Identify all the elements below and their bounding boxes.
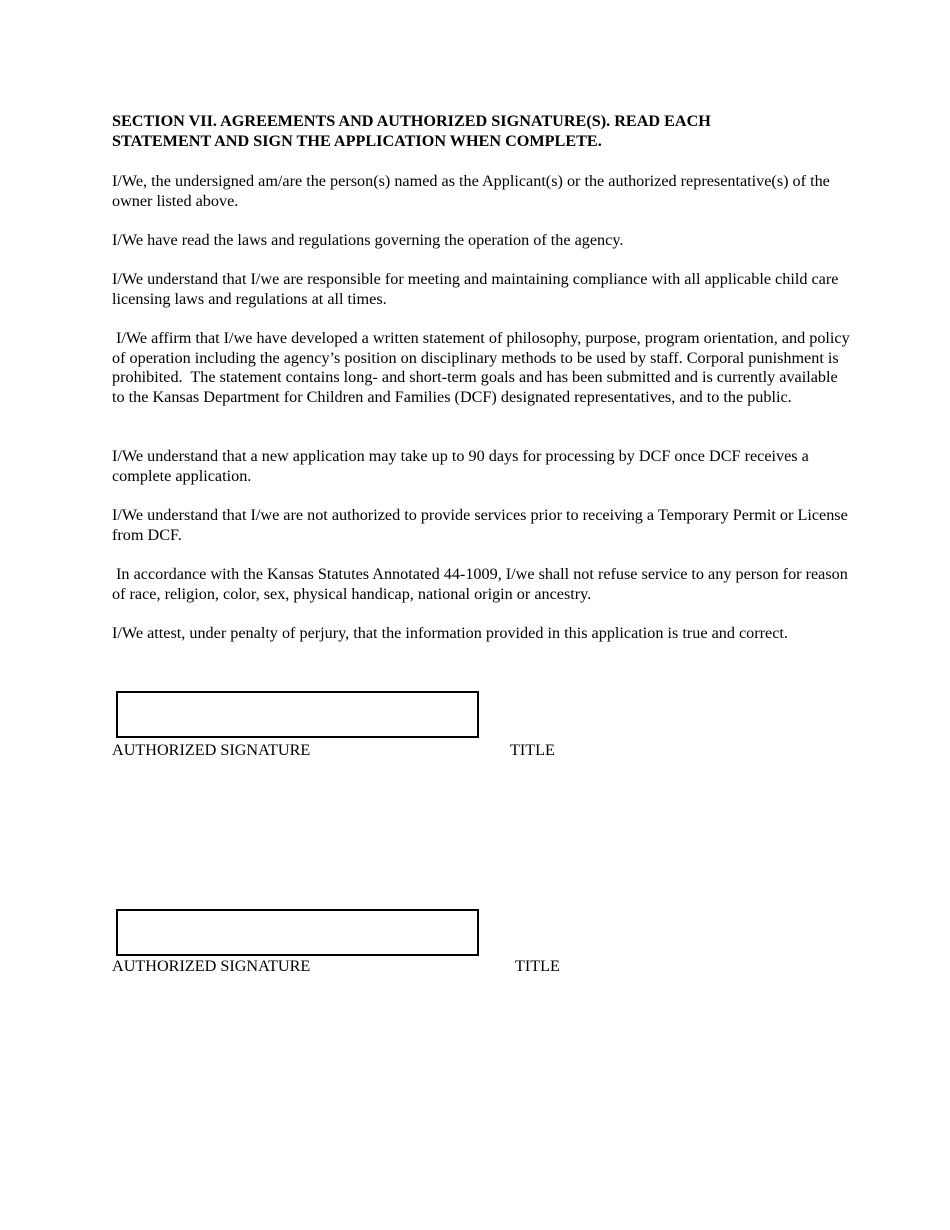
statement-non-discrimination: In accordance with the Kansas Statutes Annotated 44-1009, I/we shall not refuse service to any person for reason of race, religion, color, sex, physical handicap, national origin or ancestry. [112,565,852,603]
statement-not-authorized: I/We understand that I/we are not authorized to provide services prior to receiving a Temporary Permit or License from DCF. [112,506,848,544]
section-heading-line-1: SECTION VII. AGREEMENTS AND AUTHORIZED SIGNATURE(S). READ EACH [112,112,711,130]
title-label-2: TITLE [515,957,560,975]
authorized-signature-label-1: AUTHORIZED SIGNATURE [112,741,311,759]
authorized-signature-label-2: AUTHORIZED SIGNATURE [112,957,311,975]
statement-applicant-identity: I/We, the undersigned am/are the person(s) named as the Applicant(s) or the authorized representative(s) of the owner listed above. [112,172,830,210]
statement-attestation: I/We attest, under penalty of perjury, that the information provided in this application is true and correct. [112,624,788,642]
authorized-signature-field-2[interactable] [116,909,479,956]
section-heading-line-2: STATEMENT AND SIGN THE APPLICATION WHEN COMPLETE. [112,131,602,150]
statement-compliance: I/We understand that I/we are responsible for meeting and maintaining compliance with all applicable child care licensing laws and regulations at all times. [112,270,839,308]
statement-philosophy: I/We affirm that I/we have developed a written statement of philosophy, purpose, program orientation, and policy of operation including the agency’s position on disciplinary methods to be used by staff. Corporal punishment is prohibited. The statement contains long- and short-term goals and has been submitted and is currently available to the Kansas Department for Children and Families (DCF) designated representatives, and to the public. [112,329,854,406]
statement-read-laws: I/We have read the laws and regulations governing the operation of the agency. [112,231,624,249]
section-heading [112,112,852,151]
authorized-signature-field-1[interactable] [116,691,479,738]
title-label-1: TITLE [510,741,555,759]
statement-processing-time: I/We understand that a new application may take up to 90 days for processing by DCF once DCF receives a complete application. [112,447,809,485]
